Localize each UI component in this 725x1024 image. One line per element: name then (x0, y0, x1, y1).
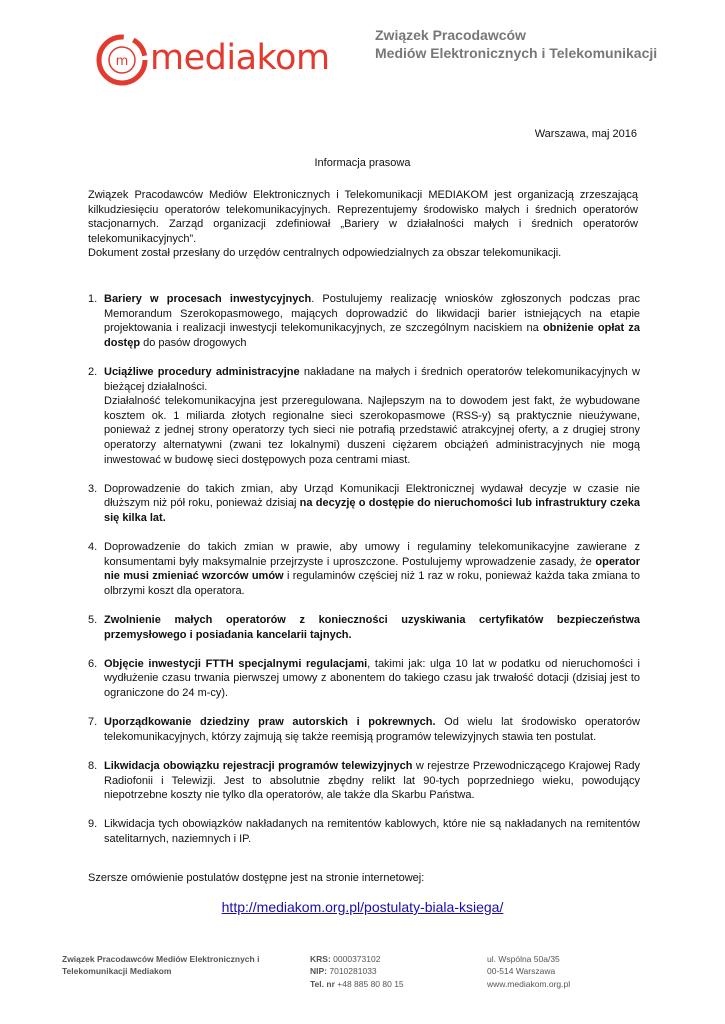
footer-registry (310, 953, 404, 990)
mediakom-logo (92, 32, 330, 94)
item-number: 2. (88, 365, 98, 378)
item-text: Likwidacja tych obowiązków nakładanych na remitentów kablowych, które nie są nakładanych na remitentów satelitarnych, naziemnych i IP. (104, 818, 640, 845)
address-line2: 00-514 Warszawa (487, 966, 556, 977)
tel-value: +48 885 80 80 15 (337, 978, 404, 989)
footer-org-line2: Telekomunikacji Mediakom (62, 966, 172, 977)
item-text: Doprowadzenie do takich zmian w prawie, aby umowy i regulaminy telekomunikacyjne zawierane z konsumentami były maksymalnie przejrzyste i uproszczone. Postulujemy wprowadzenie zasady, że (104, 541, 640, 568)
footer-org (62, 953, 259, 978)
address-line1: ul. Wspólna 50a/35 (487, 954, 560, 964)
footer-org-line1: Związek Pracodawców Mediów Elektronicznych i (62, 954, 260, 964)
item-text: . Postulujemy realizację wniosków zgłoszonych podczas prac Memorandum Szerokopasmowego, mających doprowadzić do likwidacji barier istniejących na etapie projektowania i realizacji inwestycji telekomunikacyjnych, ze szczególnym naciskiem na (104, 293, 640, 335)
item-bold: obniżenie opłat za dostęp (104, 322, 640, 349)
item-text: nakładane na małych i średnich operatorów telekomunikacyjnych w bieżącej działalności. (104, 365, 640, 393)
item-text: , takimi jak: ulga 10 lat w podatku od nieruchomości i wydłużenie czasu trwania pierwszej umowy z abonentem do takiego czasu jak trwałość dotacji (dzisiaj jest to ograniczone do 24 m-cy). (104, 657, 640, 700)
item-bold: Likwidacja obowiązku rejestracji programów telewizyjnych (104, 760, 413, 772)
logo-mark-icon (92, 32, 152, 92)
website-link[interactable]: www.mediakom.org.pl (487, 978, 571, 989)
org-header-line2: Mediów Elektronicznych i Telekomunikacji (375, 45, 658, 61)
item-number: 9. (88, 818, 98, 831)
item-text: i regulaminów częściej niż 1 raz w roku, ponieważ każda taka zmiana to olbrzymi koszt dla operatora. (104, 570, 641, 597)
item-text: Doprowadzenie do takich zmian, aby Urząd Komunikacji Elektronicznej wydawał decyzje w czasie nie dłuższym niż pół roku, ponieważ dzisiaj (104, 482, 640, 510)
intro-section (88, 188, 638, 261)
tel-label: Tel. nr (310, 978, 335, 989)
list-item-7 (88, 715, 640, 744)
list-item-3 (88, 482, 640, 526)
item-number: 1. (88, 293, 98, 305)
closing-text: Szersze omówienie postulatów dostępne jest na stronie internetowej: (88, 872, 425, 884)
intro-paragraph: Związek Pracodawców Mediów Elektronicznych i Telekomunikacji MEDIAKOM jest organizacją zrzeszającą kilkudziesięciu operatorów telekomunikacyjnych. Reprezentujemy środowisko małych i średnich operatorów stacjonarnych. Zarząd organizacji zdefiniował „Bariery w działalności małych i średnich operatorów telekomunikacyjnych”. (88, 189, 638, 245)
item-number: 3. (88, 482, 98, 495)
org-header-line1: Związek Pracodawców (375, 27, 526, 43)
item-number: 8. (88, 760, 98, 772)
list-item-8 (88, 759, 640, 803)
krs-label: KRS: (310, 954, 331, 964)
list-item-4 (88, 540, 640, 598)
item-bold: operator nie musi zmieniać wzorców umów (104, 555, 640, 583)
document-date: Warszawa, maj 2016 (534, 128, 637, 140)
document-title: Informacja prasowa (314, 157, 411, 169)
item-text: Od wielu lat środowisko operatorów telekomunikacyjnych, którzy zajmują się także reemisją programów telewizyjnych stawia ten postulat. (104, 716, 640, 743)
item-bold: Zwolnienie małych operatorów z konieczności uzyskiwania certyfikatów bezpieczeństwa przemysłowego i posiadania kancelarii tajnych. (104, 614, 640, 641)
item-number: 4. (88, 541, 98, 554)
intro-paragraph-2: Dokument został przesłany do urzędów centralnych odpowiedzialnych za obszar telekomunikacji. (88, 247, 562, 260)
logo-mark-letter: m (115, 54, 129, 69)
item-bold: Objęcie inwestycji FTTH specjalnymi regulacjami (104, 657, 368, 670)
item-bold: na decyzję o dostępie do nieruchomości lub infrastruktury czeka się kilka lat. (104, 497, 640, 524)
list-item-2 (88, 365, 640, 467)
list-item-5 (88, 613, 640, 642)
item-text: Działalność telekomunikacyjna jest przeregulowana. Najlepszym na to dowodem jest fakt, że wybudowane kosztem ok. 1 miliarda złotych regionalne sieci szerokopasmowe (RSS-y) są praktycznie nieużywane, ponieważ z jednej strony operatorzy tych sieci nie potrafią przedstawić atrakcyjnej oferty, a z drugiej strony operatorzy alternatywni (zwani tez lokalnymi) duszeni ciężarem obciążeń administracyjnych nie mogą inwestować w budowę sieci dostępowych poza centrami miast. (104, 395, 640, 466)
krs-value: 0000373102 (333, 954, 381, 964)
item-number: 6. (88, 657, 98, 670)
item-number: 5. (88, 614, 98, 627)
list-item-1 (88, 292, 640, 350)
item-bold: Uciążliwe procedury administracyjne (104, 365, 300, 378)
item-text: w rejestrze Przewodniczącego Krajowej Rady Radiofonii i Telewizji. Jest to absolutnie zbędny relikt lat 90-tych poprzedniego wieku, powodujący niepotrzebne koszty nie tylko dla operatorów, ale także dla Skarbu Państwa. (104, 760, 640, 802)
item-bold: Uporządkowanie dziedziny praw autorskich i pokrewnych. (104, 716, 436, 729)
item-text: do pasów drogowych (140, 336, 247, 349)
org-header (375, 26, 657, 62)
nip-label: NIP: (310, 966, 327, 977)
postulates-list (88, 292, 640, 847)
item-number: 7. (88, 716, 98, 729)
postulates-link[interactable]: http://mediakom.org.pl/postulaty-biala-ksiega/ (221, 899, 504, 915)
nip-value: 7010281033 (329, 966, 377, 977)
item-bold: Bariery w procesach inwestycyjnych (104, 293, 312, 305)
footer-address (487, 953, 570, 990)
list-item-9 (88, 817, 640, 846)
list-item-6 (88, 657, 640, 701)
logo-text: mediakom (150, 38, 330, 78)
